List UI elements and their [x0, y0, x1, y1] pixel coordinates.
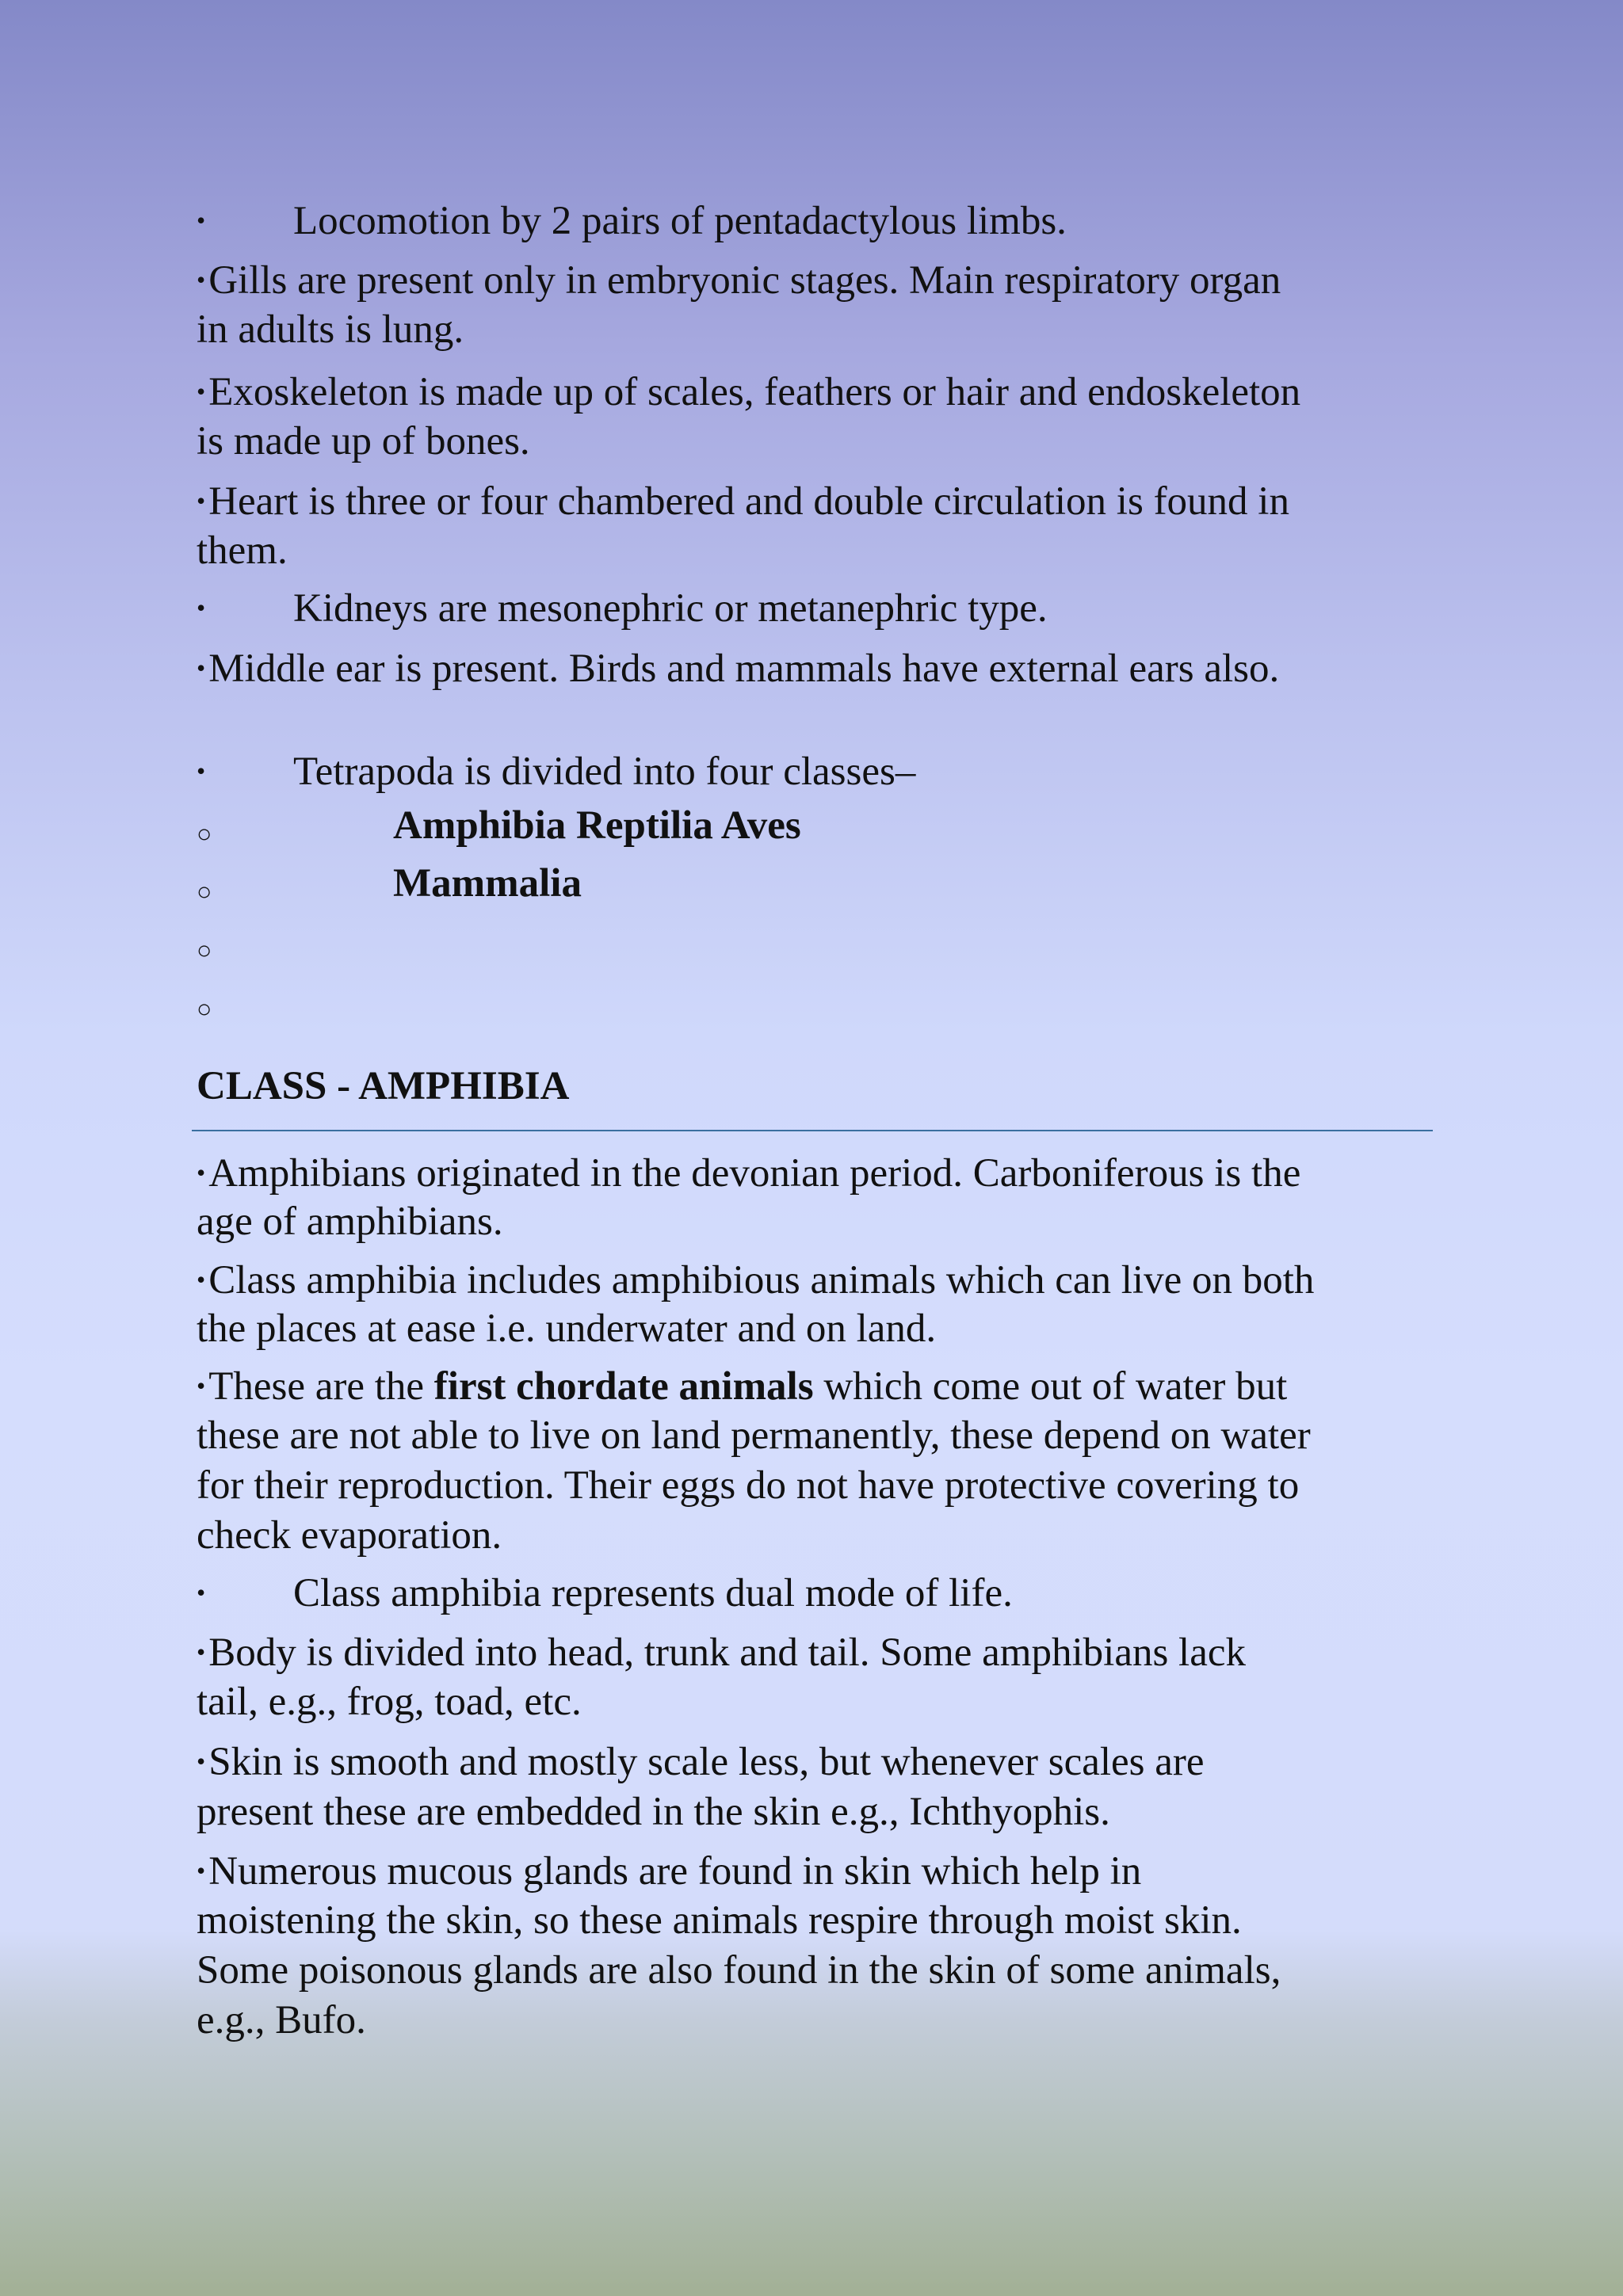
- bullet-dot: •: [197, 1747, 206, 1775]
- bullet-kidneys: • Kidneys are mesonephric or metanephric type.: [197, 583, 1048, 634]
- bullet-dot: •: [197, 593, 206, 622]
- amphibia-glands-line1: •Numerous mucous glands are found in skin which help in: [197, 1846, 1141, 1897]
- bullet-middle-ear: •Middle ear is present. Birds and mammals have external ears also.: [197, 643, 1279, 694]
- bullet-tetrapoda-classes: • Tetrapoda is divided into four classes–: [197, 746, 915, 797]
- amphibia-amphibious-line1: •Class amphibia includes amphibious animals which can live on both: [197, 1255, 1314, 1306]
- amphibia-body-line1: •Body is divided into head, trunk and tail. Some amphibians lack: [197, 1627, 1246, 1678]
- bullet-dot: •: [197, 486, 206, 515]
- amphibia-first-chordate-line2: these are not able to live on land permanently, these depend on water: [197, 1413, 1311, 1458]
- bullet-dot: •: [197, 654, 206, 682]
- amphibia-origin-line2: age of amphibians.: [197, 1199, 503, 1244]
- bullet-exoskeleton-line2: is made up of bones.: [197, 419, 530, 463]
- amphibia-first-chordate-line4: check evaporation.: [197, 1513, 502, 1558]
- heading-divider: [192, 1130, 1433, 1131]
- emphasis-first-chordate: first chordate animals: [433, 1364, 814, 1409]
- amphibia-first-chordate-line3: for their reproduction. Their eggs do not have protective covering to: [197, 1463, 1300, 1508]
- bullet-locomotion: • Locomotion by 2 pairs of pentadactylous limbs.: [197, 196, 1067, 246]
- class-list-row1: Amphibia Reptilia Aves: [393, 803, 801, 848]
- amphibia-glands-line3: Some poisonous glands are also found in the skin of some animals,: [197, 1948, 1281, 1993]
- bullet-dot: •: [197, 206, 206, 235]
- bullet-heart-line2: them.: [197, 528, 288, 573]
- sub-bullet-circle: ○: [197, 994, 212, 1023]
- amphibia-glands-line2: moistening the skin, so these animals respire through moist skin.: [197, 1898, 1242, 1943]
- bullet-dot: •: [197, 1578, 206, 1607]
- bullet-dot: •: [197, 377, 206, 406]
- bullet-gills-line2: in adults is lung.: [197, 307, 464, 352]
- bullet-exoskeleton-line1: •Exoskeleton is made up of scales, feathers or hair and endoskeleton: [197, 367, 1300, 418]
- bullet-heart-line1: •Heart is three or four chambered and double circulation is found in: [197, 476, 1289, 527]
- bullet-gills-line1: •Gills are present only in embryonic stages. Main respiratory organ: [197, 255, 1281, 306]
- amphibia-first-chordate-line1: •These are the first chordate animals which come out of water but: [197, 1361, 1287, 1412]
- amphibia-skin-line1: •Skin is smooth and mostly scale less, but whenever scales are: [197, 1737, 1205, 1787]
- sub-bullet-circle: ○: [197, 819, 212, 848]
- bullet-dot: •: [197, 1158, 206, 1187]
- amphibia-amphibious-line2: the places at ease i.e. underwater and on land.: [197, 1306, 937, 1351]
- bullet-dot: •: [197, 265, 206, 294]
- bullet-dot: •: [197, 757, 206, 785]
- bullet-dot: •: [197, 1856, 206, 1885]
- sub-bullet-circle: ○: [197, 936, 212, 964]
- amphibia-glands-line4: e.g., Bufo.: [197, 1998, 366, 2042]
- bullet-dot: •: [197, 1265, 206, 1294]
- amphibia-skin-line2: present these are embedded in the skin e.g., Ichthyophis.: [197, 1790, 1110, 1834]
- amphibia-origin-line1: •Amphibians originated in the devonian period. Carboniferous is the: [197, 1148, 1300, 1199]
- section-heading-amphibia: CLASS - AMPHIBIA: [197, 1064, 570, 1108]
- sub-bullet-circle: ○: [197, 877, 212, 906]
- class-list-row2: Mammalia: [393, 861, 582, 906]
- bullet-dot: •: [197, 1638, 206, 1666]
- bullet-dot: •: [197, 1371, 206, 1400]
- amphibia-body-line2: tail, e.g., frog, toad, etc.: [197, 1680, 582, 1724]
- amphibia-dual-mode: • Class amphibia represents dual mode of life.: [197, 1568, 1013, 1619]
